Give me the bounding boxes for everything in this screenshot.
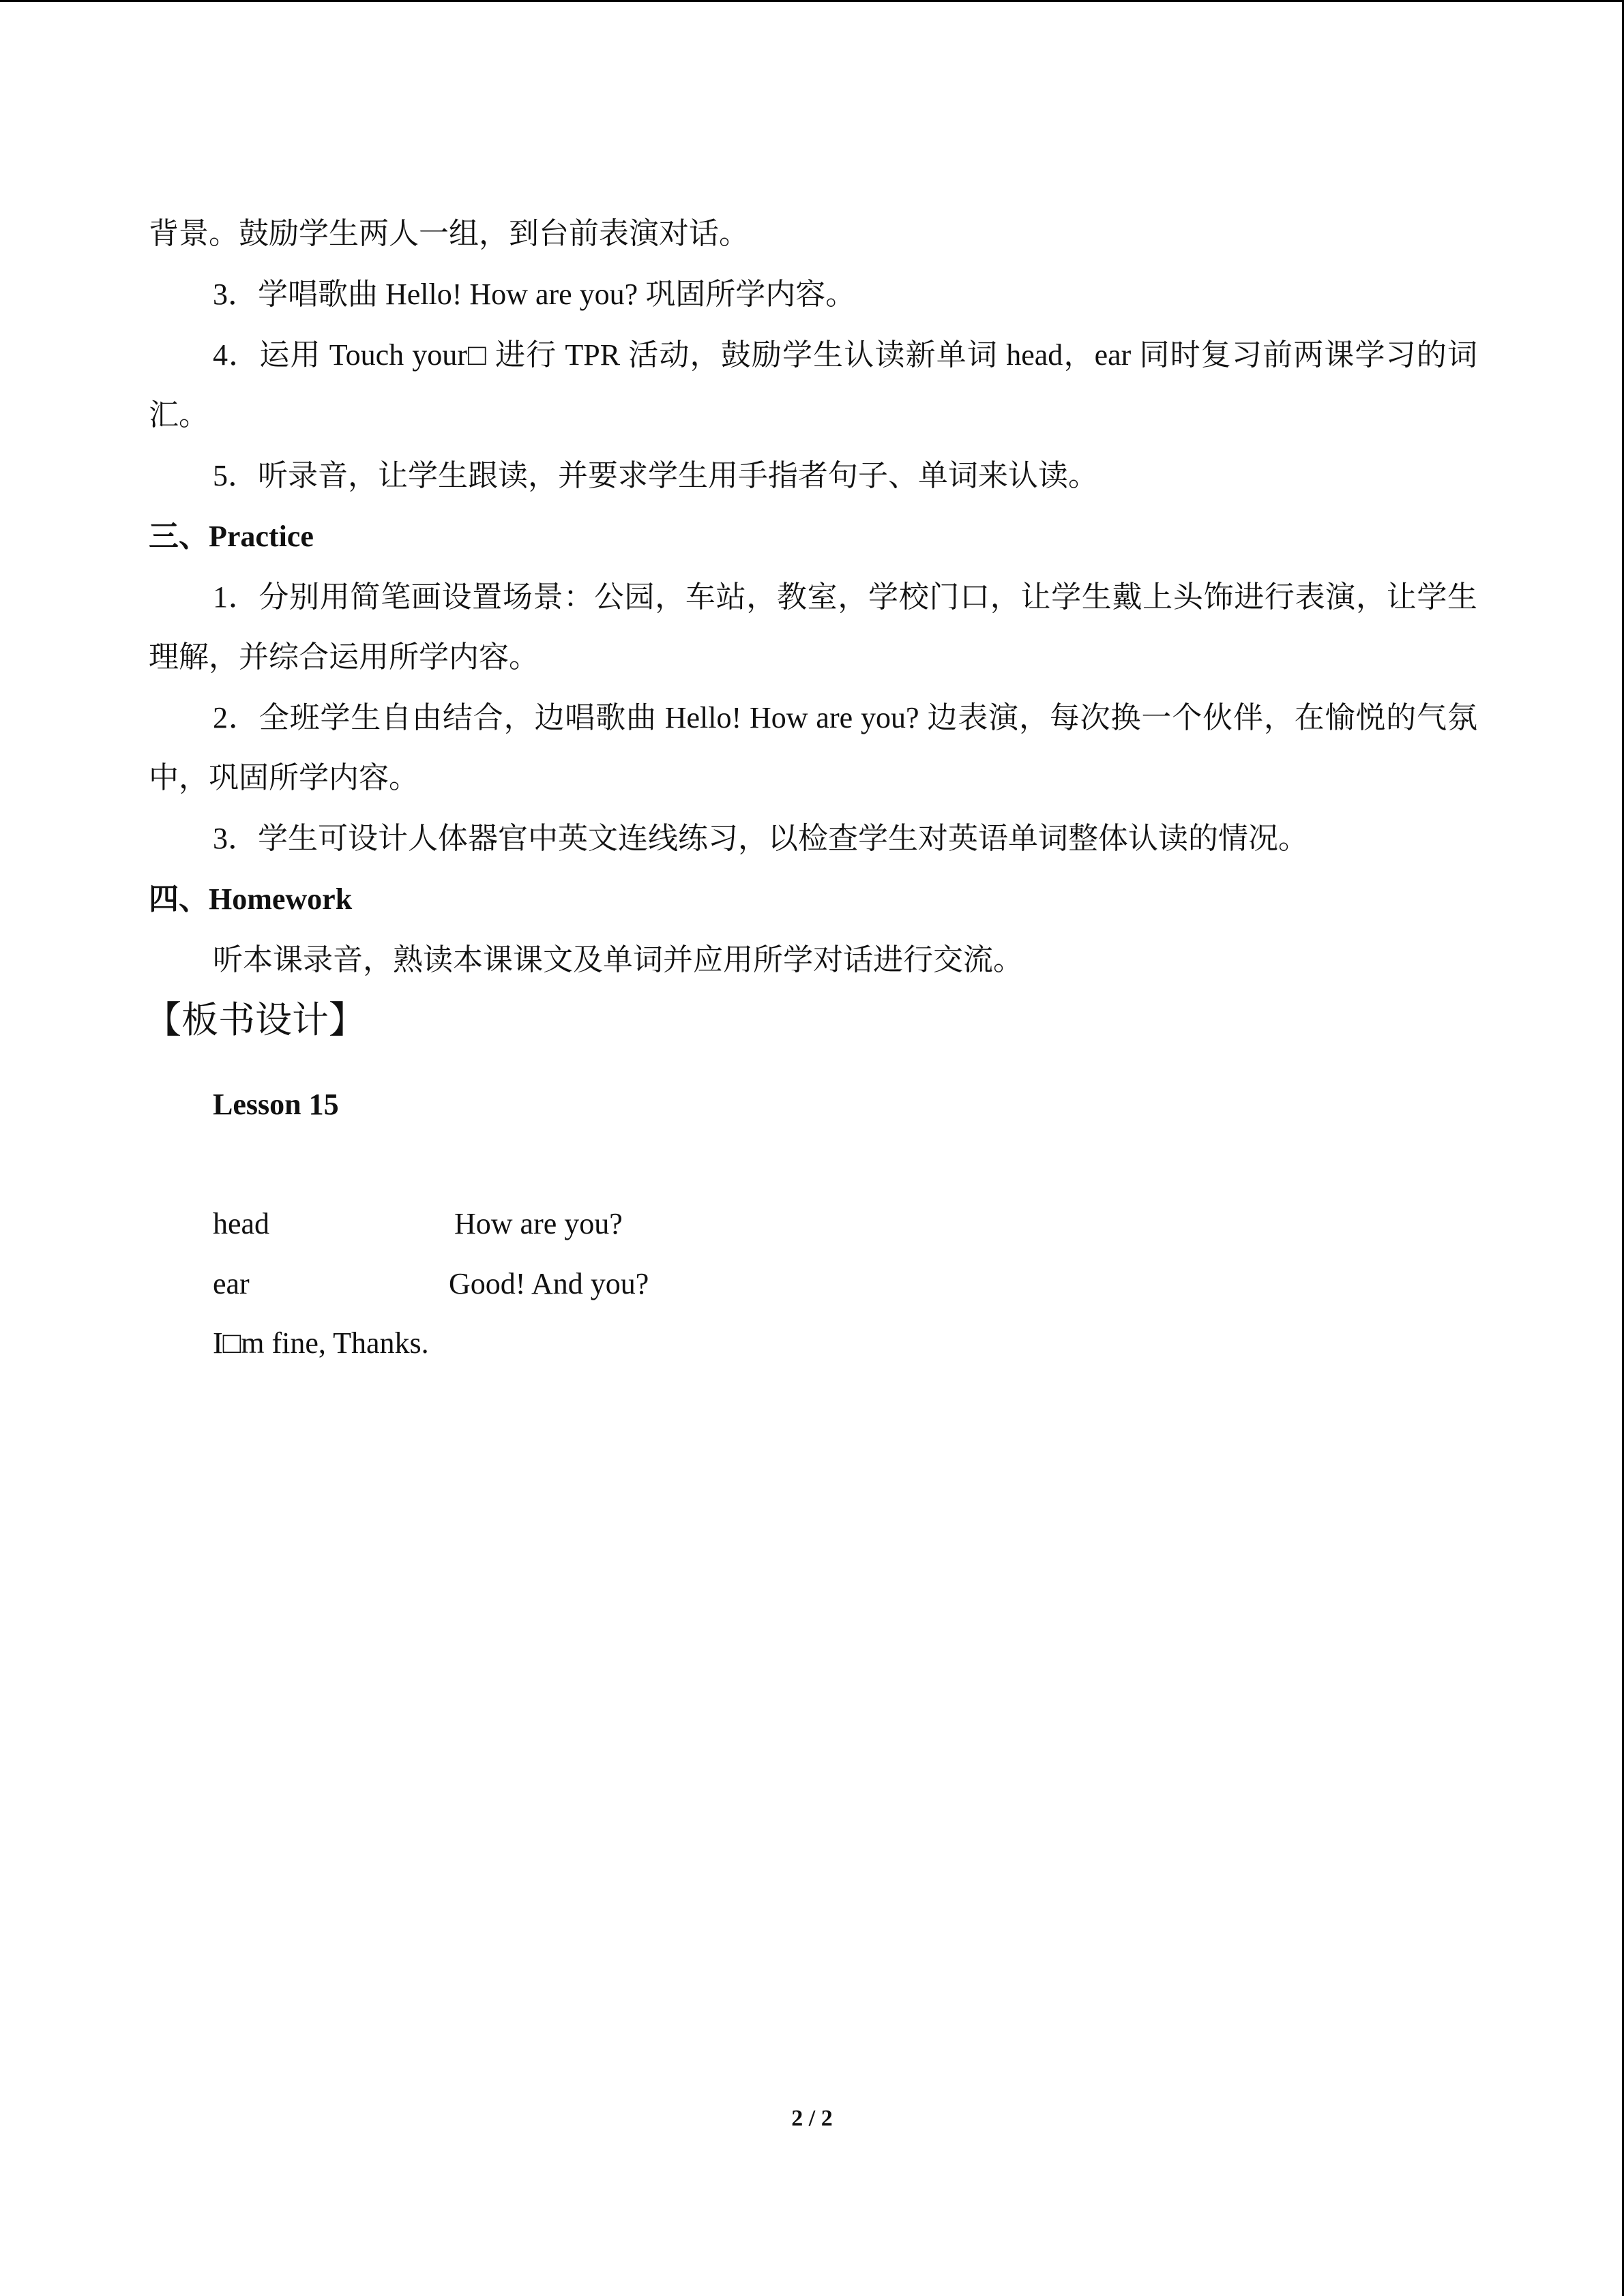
paragraph-continuation: 背景。鼓励学生两人一组，到台前表演对话。 bbox=[149, 217, 749, 250]
page-border-top bbox=[0, 0, 1624, 2]
board-word-head: head bbox=[213, 1207, 270, 1240]
practice-step-1: 1．分别用简笔画设置场景：公园，车站，教室，学校门口，让学生戴上头饰进行表演，让学生理解，并综合运用所学内容。 bbox=[149, 580, 1477, 674]
page-number: 2 / 2 bbox=[791, 2106, 833, 2131]
board-word-ear: ear bbox=[213, 1267, 250, 1300]
section-heading-homework: 四、Homework bbox=[149, 882, 353, 916]
board-lesson-title: Lesson 15 bbox=[213, 1088, 339, 1121]
board-design-title: 【板书设计】 bbox=[145, 1000, 366, 1041]
board-phrase-good-and-you: Good! And you? bbox=[449, 1267, 649, 1300]
board-phrase-im-fine: I□m fine, Thanks. bbox=[213, 1326, 429, 1360]
step-5-listen-recording: 5．听录音，让学生跟读，并要求学生用手指者句子、单词来认读。 bbox=[213, 459, 1098, 492]
practice-step-2: 2．全班学生自由结合，边唱歌曲 Hello! How are you? 边表演，每次换一个伙伴，在愉悦的气氛中，巩固所学内容。 bbox=[149, 701, 1477, 794]
step-4-tpr-activity: 4．运用 Touch your□ 进行 TPR 活动，鼓励学生认读新单词 head，ear 同时复习前两课学习的词汇。 bbox=[149, 338, 1477, 432]
section-heading-practice: 三、Practice bbox=[149, 520, 314, 553]
step-3-sing-song: 3．学唱歌曲 Hello! How are you? 巩固所学内容。 bbox=[213, 278, 856, 311]
practice-step-3: 3．学生可设计人体器官中英文连线练习，以检查学生对英语单词整体认读的情况。 bbox=[213, 822, 1308, 855]
homework-text: 听本课录音，熟读本课课文及单词并应用所学对话进行交流。 bbox=[213, 943, 1023, 976]
board-phrase-how-are-you: How are you? bbox=[454, 1207, 623, 1240]
